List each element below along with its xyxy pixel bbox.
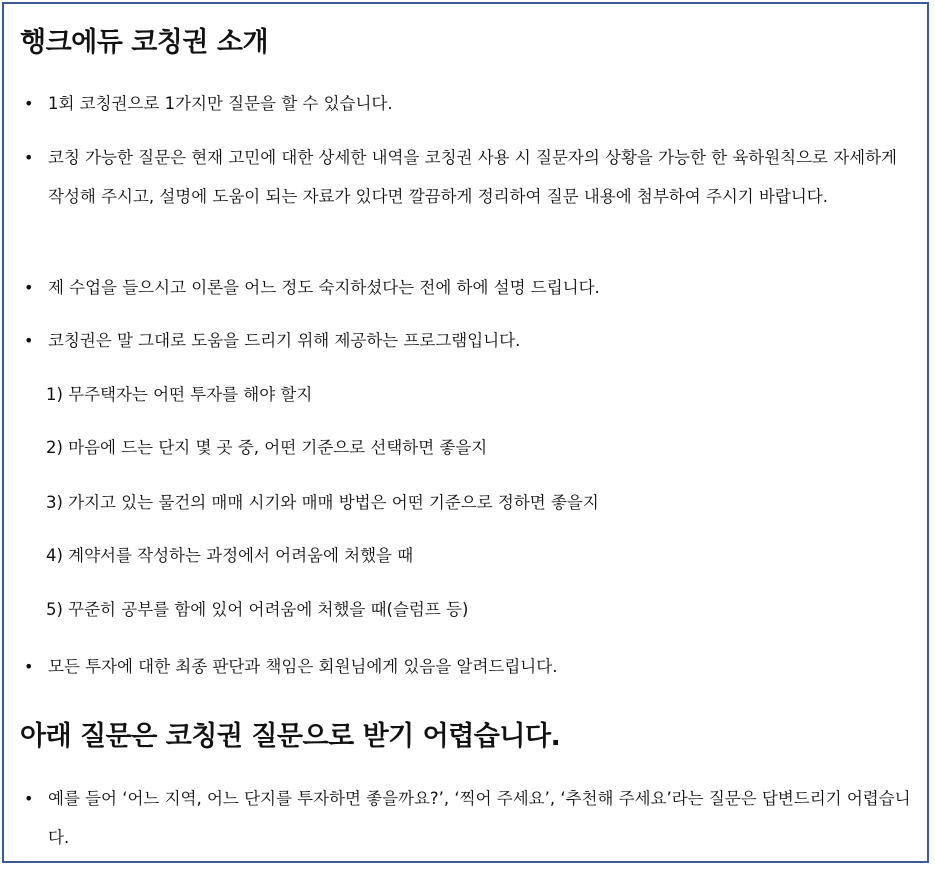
- sub-item: 2) 마음에 드는 단지 몇 곳 중, 어떤 기준으로 선택하면 좋을지: [46, 438, 488, 457]
- sub-item: 5) 꾸준히 공부를 함에 있어 어려움에 처했을 때(슬럼프 등): [46, 600, 469, 619]
- bullet-text: 예를 들어 ‘어느 지역, 어느 단지를 투자하면 좋을까요?’, ‘찍어 주세요’, ‘추천해 주세요’라는 질문은 답변드리기 어렵습니다.: [48, 789, 911, 847]
- sub-item: 4) 계약서를 작성하는 과정에서 어려움에 처했을 때: [46, 546, 414, 565]
- bullet-text: 코칭권은 말 그대로 도움을 드리기 위해 제공하는 프로그램입니다.: [48, 331, 521, 350]
- bullet-marker: •: [24, 331, 34, 350]
- bullet-text: 제 수업을 들으시고 이론을 어느 정도 숙지하셨다는 전에 하에 설명 드립니다.: [48, 278, 600, 297]
- bullet-item: [24, 321, 915, 360]
- bullet-marker: •: [24, 148, 34, 167]
- section-title-restrictions: 아래 질문은 코칭권 질문으로 받기 어렵습니다.: [20, 721, 561, 752]
- bullet-text: 코칭 가능한 질문은 현재 고민에 대한 상세한 내역을 코칭권 사용 시 질문자의 상황을 가능한 한 육하원칙으로 자세하게 작성해 주시고, 설명에 도움이 되는 자료가 있다면 깔끔하게 정리하여 질문 내용에 첨부하여 주시기 바랍니다.: [48, 148, 897, 206]
- bullet-item: [24, 84, 915, 123]
- bullet-text: 1회 코칭권으로 1가지만 질문을 할 수 있습니다.: [48, 94, 393, 113]
- sub-item: 3) 가지고 있는 물건의 매매 시기와 매매 방법은 어떤 기준으로 정하면 좋을지: [46, 493, 599, 512]
- bullet-item: [24, 268, 915, 307]
- bullet-marker: •: [24, 789, 34, 808]
- bullet-item: [24, 138, 915, 216]
- bullet-marker: •: [24, 657, 34, 676]
- bullet-marker: •: [24, 94, 34, 113]
- bullet-text: 모든 투자에 대한 최종 판단과 책임은 회원님에게 있음을 알려드립니다.: [48, 657, 558, 676]
- bullet-item: [24, 647, 915, 686]
- sub-item: 1) 무주택자는 어떤 투자를 해야 할지: [46, 385, 313, 404]
- bullet-item: [24, 779, 915, 857]
- section-title-intro: 행크에듀 코칭권 소개: [20, 27, 269, 58]
- bullet-marker: •: [24, 278, 34, 297]
